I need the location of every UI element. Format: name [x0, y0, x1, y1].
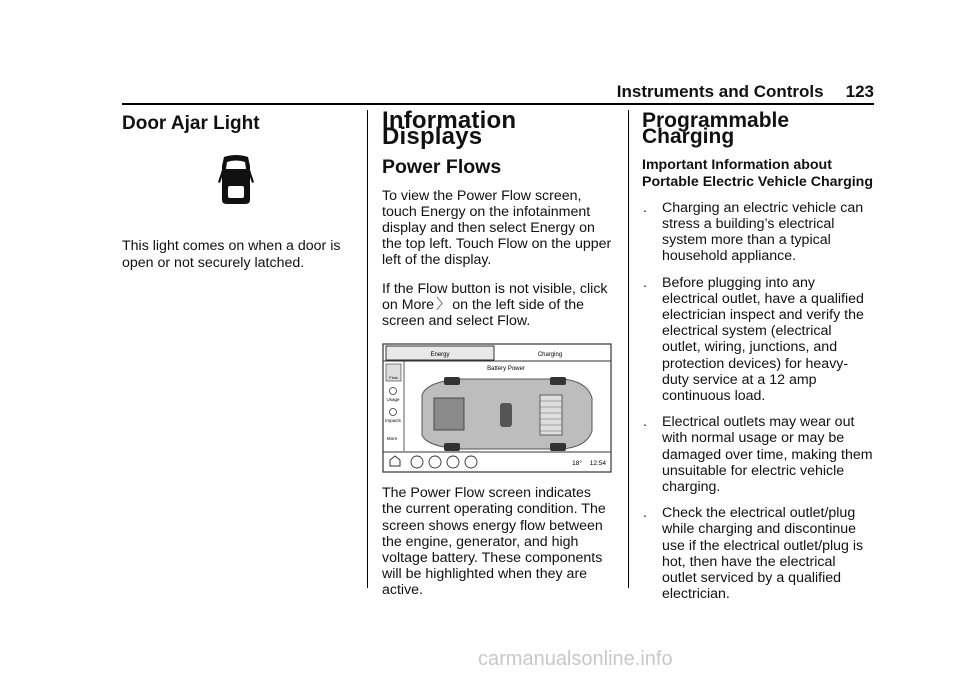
- list-item: . Check the electrical outlet/plug while charging and discontinue use if the electrical outlet/plug is hot, then have the electrical outlet serviced by a qualified electrician.: [643, 505, 864, 603]
- header-rule: [122, 103, 874, 105]
- screen-heading: Battery Power: [487, 366, 525, 373]
- door-ajar-text: This light comes on when a door is open or not securely latched.: [122, 238, 341, 271]
- power-flow-screen-illustration: [382, 343, 612, 473]
- column-divider: [367, 110, 368, 588]
- power-flows-description: The Power Flow screen indicates the current operating condition. The screen shows energy flow between the engine, generator, and high voltage battery. These components will be highlighted when they are active.: [382, 485, 606, 599]
- charging-bullet-list: [642, 200, 874, 603]
- power-flows-intro: To view the Power Flow screen, touch Energy on the infotainment display and then select Energy on the top left. Touch Flow on the upper left of the display.: [382, 187, 612, 269]
- power-flows-title: Power Flows: [382, 156, 502, 179]
- information-displays-title: Information Displays: [382, 107, 517, 151]
- door-ajar-icon: [122, 154, 350, 210]
- list-item: . Electrical outlets may wear out with normal usage or may be damaged over time, making them unsuitable for electric vehicle charging.: [643, 414, 873, 496]
- screen-temp: 18°: [572, 460, 582, 468]
- screen-side-usage: Usage: [386, 397, 400, 403]
- screen-tab-charging: Charging: [537, 352, 563, 359]
- page-number: 123: [845, 82, 874, 101]
- screen-side-flow: Flow: [389, 375, 398, 381]
- programmable-charging-title: Programmable Charging: [642, 109, 790, 149]
- column-door-ajar: [122, 110, 350, 271]
- watermark: carmanualsonline.info: [478, 648, 673, 670]
- chevron-right-icon: 〉: [436, 296, 451, 313]
- section-title: Instruments and Controls: [616, 82, 824, 101]
- power-flows-more-instruction: If the Flow button is not visible, click on More 〉 on the left side of the screen and select Flow.: [382, 280, 608, 330]
- charging-subheading: Important Information about Portable Electric Vehicle Charging: [642, 157, 874, 190]
- list-item: . Before plugging into any electrical outlet, have a qualified electrician inspect and verify the electrical system (electrical outlet, wiring, junctions, and protection devices) for heavy-duty service at a 12 amp continuous load.: [643, 274, 864, 405]
- screen-side-more: More: [386, 436, 398, 442]
- column-information-displays: [382, 107, 614, 599]
- column-divider: [628, 110, 629, 588]
- list-item: . Charging an electric vehicle can stress a building’s electrical system more than a typical household appliance.: [643, 199, 864, 265]
- screen-tab-energy: Energy: [430, 352, 450, 359]
- column-programmable-charging: [642, 110, 874, 602]
- screen-side-impacts: Impacts: [385, 418, 401, 424]
- screen-time: 12:54: [589, 460, 606, 468]
- page-header: [617, 82, 874, 102]
- door-ajar-title: Door Ajar Light: [122, 113, 260, 134]
